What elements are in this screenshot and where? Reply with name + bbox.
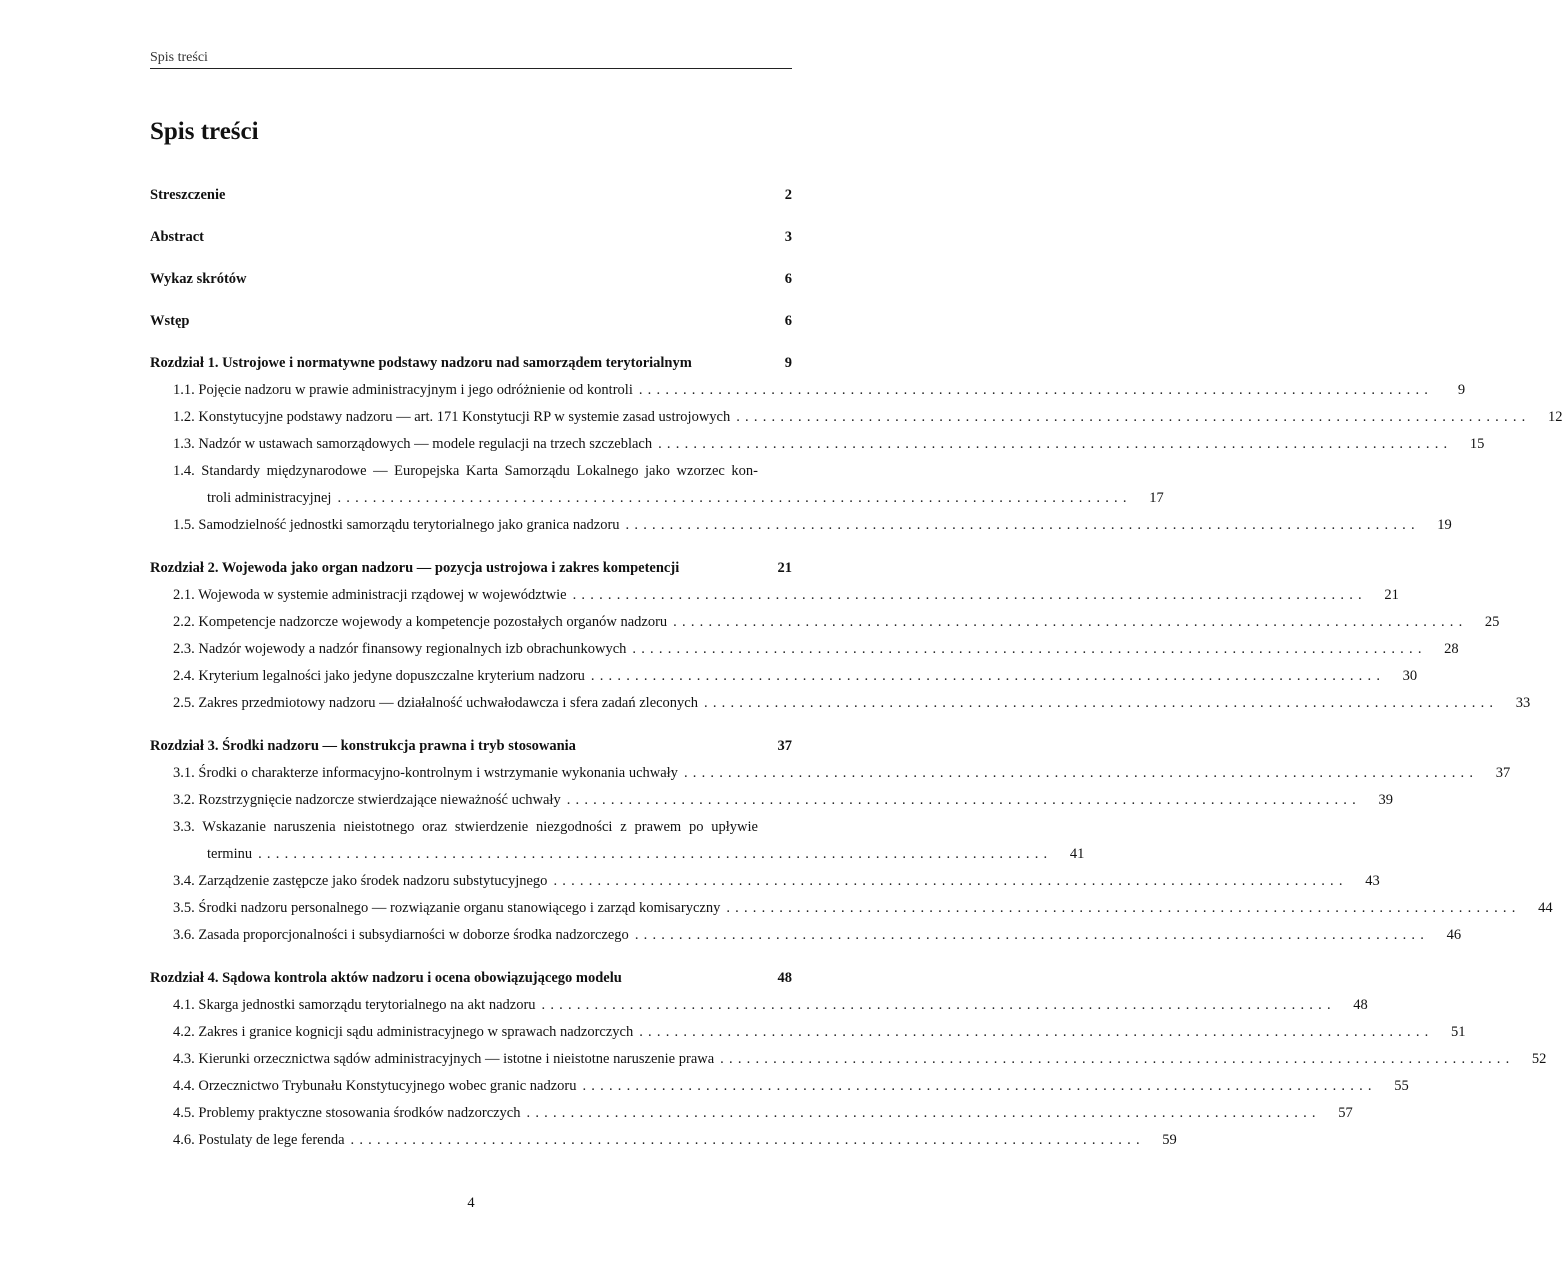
toc-chapter-page: 21	[777, 560, 792, 576]
toc-section-title-line1: 3.3. Wskazanie naruszenia nieistotnego oraz stwierdzenie niezgodności z prawem po upływie	[173, 819, 758, 835]
toc-section-2-3[interactable]	[150, 636, 1459, 663]
toc-section-3-6[interactable]	[150, 922, 1462, 949]
table-of-contents	[150, 181, 1562, 1154]
toc-chapter-1[interactable]	[150, 349, 792, 377]
toc-section-title: 2.1. Wojewoda w systemie administracji rządowej w województwie	[173, 587, 567, 603]
toc-chapter-page: 37	[777, 738, 792, 754]
toc-section-3-2[interactable]	[150, 787, 1393, 814]
toc-section-page: 28	[1444, 641, 1459, 657]
toc-chapter-page: 9	[784, 355, 792, 371]
toc-section-1-4[interactable]	[150, 458, 1164, 512]
dot-leader: ..........................................................................................	[572, 587, 1367, 603]
toc-section-title: 2.5. Zakres przedmiotowy nadzoru — działalność uchwałodawcza i sfera zadań zleconych	[173, 695, 698, 711]
toc-section-title: 2.4. Kryterium legalności jako jedyne dopuszczalne kryterium nadzoru	[173, 668, 585, 684]
dot-leader: ..........................................................................................	[658, 436, 1453, 452]
toc-section-4-3[interactable]	[150, 1046, 1547, 1073]
toc-section-page: 17	[1149, 490, 1164, 506]
dot-leader: ..........................................................................................	[526, 1105, 1321, 1121]
toc-section-page: 15	[1469, 436, 1485, 452]
toc-section-title: 1.2. Konstytucyjne podstawy nadzoru — art. 171 Konstytucji RP w systemie zasad ustrojowych	[173, 409, 731, 425]
toc-entry-page: 6	[784, 313, 792, 329]
toc-entry-title: Streszczenie	[150, 187, 226, 203]
toc-section-title: 1.1. Pojęcie nadzoru w prawie administracyjnym i jego odróżnienie od kontroli	[173, 382, 633, 398]
dot-leader: ..........................................................................................	[350, 1132, 1145, 1148]
toc-entry-title: Wstęp	[150, 313, 190, 329]
toc-entry-abstract[interactable]	[150, 223, 792, 251]
toc-section-page: 9	[1457, 382, 1466, 398]
toc-section-4-1[interactable]	[150, 992, 1368, 1019]
toc-entry-streszczenie[interactable]	[150, 181, 792, 209]
toc-section-3-5[interactable]	[150, 895, 1553, 922]
dot-leader: ..........................................................................................	[590, 668, 1386, 684]
toc-section-title: 4.2. Zakres i granice kognicji sądu administracyjnego w sprawach nadzorczych	[173, 1024, 634, 1040]
toc-section-page: 51	[1450, 1024, 1466, 1040]
toc-section-title: 4.4. Orzecznictwo Trybunału Konstytucyjnego wobec granic nadzoru	[173, 1078, 577, 1094]
toc-section-title: 3.5. Środki nadzoru personalnego — rozwiązanie organu stanowiącego i zarząd komisaryczny	[173, 900, 721, 916]
toc-section-3-4[interactable]	[150, 868, 1380, 895]
toc-chapter-title: Rozdział 2. Wojewoda jako organ nadzoru — pozycja ustrojowa i zakres kompetencji	[150, 560, 680, 576]
dot-leader: ..........................................................................................	[638, 382, 1434, 398]
toc-section-page: 12	[1547, 409, 1562, 425]
toc-section-4-2[interactable]	[150, 1019, 1466, 1046]
toc-section-title: 3.6. Zasada proporcjonalności i subsydiarności w doborze środka nadzorczego	[173, 927, 629, 943]
toc-section-page: 46	[1446, 927, 1462, 943]
toc-section-page: 39	[1378, 792, 1393, 808]
toc-entry-page: 3	[784, 229, 792, 245]
toc-section-page: 43	[1365, 873, 1380, 889]
toc-section-title: 1.3. Nadzór w ustawach samorządowych — modele regulacji na trzech szczeblach	[173, 436, 653, 452]
toc-section-page: 37	[1495, 765, 1511, 781]
dot-leader: ..........................................................................................	[566, 792, 1361, 808]
dot-leader: ..........................................................................................	[736, 409, 1531, 425]
toc-section-page: 52	[1531, 1051, 1547, 1067]
toc-section-title: 3.1. Środki o charakterze informacyjno-kontrolnym i wstrzymanie wykonania uchwały	[173, 765, 678, 781]
toc-section-page: 59	[1162, 1132, 1177, 1148]
toc-section-title: 1.5. Samodzielność jednostki samorządu terytorialnego jako granica nadzoru	[173, 517, 620, 533]
dot-leader: ..........................................................................................	[337, 490, 1132, 506]
toc-chapter-4[interactable]	[150, 964, 792, 992]
document-page	[150, 0, 1562, 1273]
page-title: Spis treści	[150, 118, 259, 145]
dot-leader: ..........................................................................................	[553, 873, 1348, 889]
dot-leader: ..........................................................................................	[673, 614, 1468, 630]
toc-entry-wstep[interactable]	[150, 307, 792, 335]
toc-entry-title: Abstract	[150, 229, 204, 245]
toc-chapter-3[interactable]	[150, 732, 792, 760]
toc-section-3-1[interactable]	[150, 760, 1511, 787]
toc-section-2-2[interactable]	[150, 609, 1500, 636]
toc-section-title: 4.1. Skarga jednostki samorządu terytorialnego na akt nadzoru	[173, 997, 536, 1013]
dot-leader: ..........................................................................................	[639, 1024, 1434, 1040]
toc-chapter-title: Rozdział 1. Ustrojowe i normatywne podstawy nadzoru nad samorządem terytorialnym	[150, 355, 692, 371]
dot-leader: ..........................................................................................	[632, 641, 1427, 657]
toc-section-1-2[interactable]	[150, 404, 1562, 431]
page-number: 4	[467, 1195, 475, 1211]
toc-section-page: 33	[1515, 695, 1531, 711]
toc-section-title-line1: 1.4. Standardy międzynarodowe — Europejska Karta Samorządu Lokalnego jako wzorzec kon-	[173, 463, 758, 479]
toc-section-1-3[interactable]	[150, 431, 1485, 458]
toc-entry-page: 6	[784, 271, 792, 287]
toc-section-2-4[interactable]	[150, 663, 1418, 690]
toc-entry-page: 2	[784, 187, 792, 203]
toc-section-title: 4.3. Kierunki orzecznictwa sądów administracyjnych — istotne i nieistotne naruszenie prawa	[173, 1051, 715, 1067]
toc-entry-title: Wykaz skrótów	[150, 271, 247, 287]
dot-leader: ..........................................................................................	[541, 997, 1336, 1013]
toc-section-4-5[interactable]	[150, 1100, 1353, 1127]
toc-entry-wykaz-skrotow[interactable]	[150, 265, 792, 293]
toc-section-page: 44	[1538, 900, 1553, 916]
toc-chapter-title: Rozdział 4. Sądowa kontrola aktów nadzoru i ocena obowiązującego modelu	[150, 970, 622, 986]
toc-section-page: 57	[1338, 1105, 1353, 1121]
toc-section-page: 30	[1402, 668, 1418, 684]
dot-leader: ..........................................................................................	[582, 1078, 1377, 1094]
toc-section-title-line2: troli administracyjnej	[207, 490, 332, 506]
dot-leader: ..........................................................................................	[258, 846, 1053, 862]
toc-section-3-3[interactable]	[150, 814, 1085, 868]
dot-leader: ..........................................................................................	[720, 1051, 1515, 1067]
toc-section-title: 3.2. Rozstrzygnięcie nadzorcze stwierdzające nieważność uchwały	[173, 792, 561, 808]
toc-section-4-4[interactable]	[150, 1073, 1409, 1100]
dot-leader: ..........................................................................................	[634, 927, 1430, 943]
toc-section-page: 55	[1394, 1078, 1409, 1094]
toc-section-page: 19	[1437, 517, 1452, 533]
toc-section-1-1[interactable]	[150, 377, 1466, 404]
toc-section-4-6[interactable]	[150, 1127, 1177, 1154]
dot-leader: ..........................................................................................	[704, 695, 1499, 711]
toc-section-2-1[interactable]	[150, 582, 1399, 609]
toc-section-title: 2.2. Kompetencje nadzorcze wojewody a kompetencje pozostałych organów nadzoru	[173, 614, 668, 630]
toc-section-title: 3.4. Zarządzenie zastępcze jako środek nadzoru substytucyjnego	[173, 873, 548, 889]
toc-section-1-5[interactable]	[150, 512, 1452, 539]
toc-section-title: 4.6. Postulaty de lege ferenda	[173, 1132, 345, 1148]
toc-section-title-line2: terminu	[207, 846, 253, 862]
toc-section-title: 4.5. Problemy praktyczne stosowania środków nadzorczych	[173, 1105, 521, 1121]
toc-section-2-5[interactable]	[150, 690, 1531, 717]
toc-section-page: 25	[1484, 614, 1500, 630]
toc-chapter-2[interactable]	[150, 554, 792, 582]
running-header: Spis treści	[150, 50, 792, 69]
dot-leader: ..........................................................................................	[683, 765, 1479, 781]
dot-leader: ..........................................................................................	[625, 517, 1420, 533]
dot-leader: ..........................................................................................	[726, 900, 1521, 916]
toc-section-page: 21	[1384, 587, 1399, 603]
toc-chapter-page: 48	[777, 970, 792, 986]
toc-section-page: 41	[1069, 846, 1085, 862]
toc-section-title: 2.3. Nadzór wojewody a nadzór finansowy regionalnych izb obrachunkowych	[173, 641, 627, 657]
toc-section-page: 48	[1353, 997, 1368, 1013]
toc-chapter-title: Rozdział 3. Środki nadzoru — konstrukcja prawna i tryb stosowania	[150, 738, 576, 754]
